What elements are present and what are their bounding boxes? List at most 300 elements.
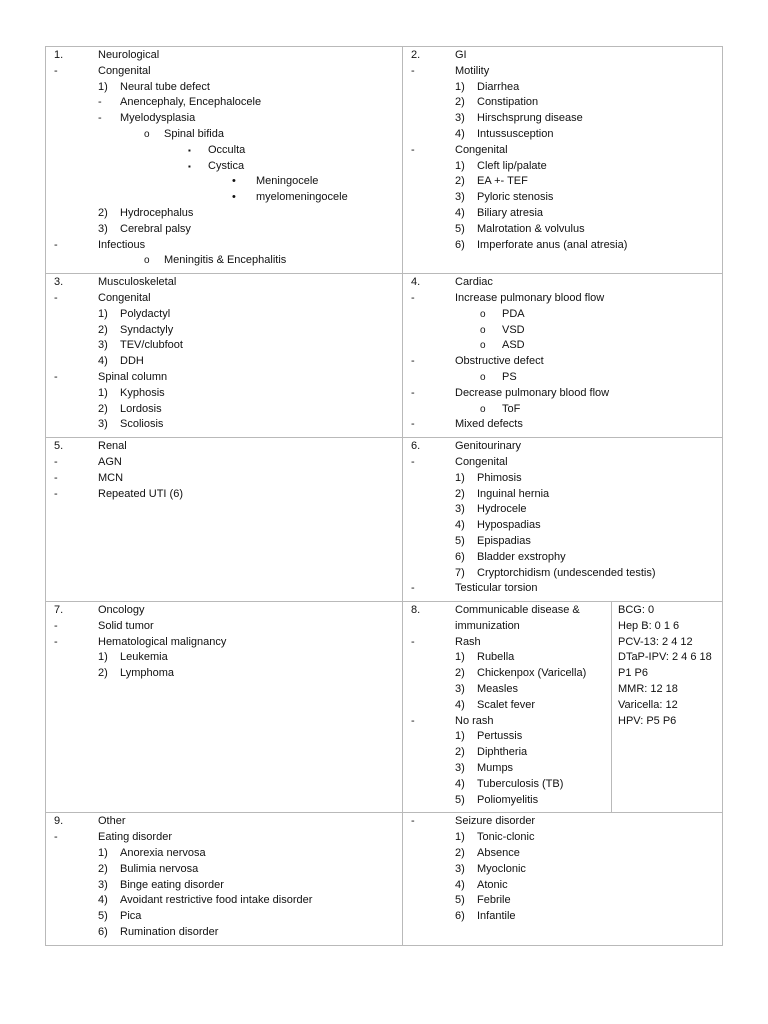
list-marker: 4) — [455, 777, 465, 790]
vaccine-item: MMR: 12 18 — [618, 683, 678, 696]
list-item-text: Malrotation & volvulus — [477, 222, 585, 235]
vaccine-item: P1 P6 — [618, 667, 648, 680]
list-item — [405, 682, 609, 698]
list-item-text: Anorexia nervosa — [120, 847, 206, 860]
list-marker: 1) — [98, 80, 108, 93]
list-item — [48, 206, 400, 222]
list-item-text: PS — [502, 370, 517, 383]
list-item — [405, 95, 720, 111]
list-marker: 2. — [411, 49, 421, 61]
list-item-text: EA +- TEF — [477, 175, 528, 188]
list-item-text: Inguinal hernia — [477, 487, 550, 500]
list-marker: 1) — [455, 80, 465, 93]
list-item — [48, 253, 400, 269]
list-item-text: Cryptorchidism (undescended testis) — [477, 566, 656, 579]
list-item — [48, 878, 400, 894]
table-row — [46, 438, 723, 602]
list-item — [405, 354, 720, 370]
list-item-text: Syndactyly — [120, 323, 174, 336]
list-item-text: Cleft lip/palate — [477, 159, 547, 172]
list-item-text: Mixed defects — [455, 418, 523, 431]
list-item-text: Meningitis & Encephalitis — [164, 254, 287, 267]
list-item-text: Binge eating disorder — [120, 878, 224, 891]
list-item — [48, 275, 400, 291]
list-item-text: No rash — [455, 714, 494, 727]
list-item-text: Oncology — [98, 604, 145, 617]
list-item-text: Other — [98, 815, 126, 828]
list-marker: 3) — [455, 862, 465, 875]
list-item — [405, 534, 720, 550]
list-item — [48, 338, 400, 354]
cell-oncology — [46, 602, 403, 813]
list-item-text: Musculoskeletal — [98, 276, 177, 289]
list-marker: 2) — [98, 667, 108, 680]
list-item-text: Congenital — [455, 455, 508, 468]
communicable-list — [403, 602, 612, 812]
list-item-text: immunization — [455, 619, 520, 632]
list-marker: - — [411, 714, 415, 727]
list-item-text: Hypospadias — [477, 519, 541, 532]
list-item — [405, 846, 720, 862]
list-marker: 2) — [98, 206, 108, 219]
list-item-text: Renal — [98, 440, 127, 453]
list-item — [405, 793, 609, 809]
list-item — [405, 143, 720, 159]
list-marker: 5) — [455, 222, 465, 235]
list-item — [405, 909, 720, 925]
list-item-text: ASD — [502, 339, 525, 352]
list-item-text: Communicable disease & — [455, 604, 580, 617]
cell-musculoskeletal — [46, 274, 403, 438]
list-item-text: Hydrocephalus — [120, 206, 194, 219]
list-item-text: Poliomyelitis — [477, 793, 539, 806]
list-item-text: PDA — [502, 307, 525, 320]
list-item — [405, 581, 720, 597]
list-item-text: Tonic-clonic — [477, 831, 535, 844]
list-item — [405, 471, 720, 487]
list-marker: 1) — [455, 730, 465, 743]
list-item-text: Absence — [477, 847, 520, 860]
list-item — [48, 95, 400, 111]
list-item — [48, 909, 400, 925]
list-item-text: AGN — [98, 455, 122, 468]
list-marker: - — [98, 96, 102, 109]
list-marker: 1) — [455, 831, 465, 844]
list-item — [405, 518, 720, 534]
cell-neurological — [46, 47, 403, 274]
list-item — [405, 238, 720, 254]
list-item — [405, 830, 720, 846]
list-item-text: Myelodysplasia — [120, 112, 196, 125]
list-item — [48, 439, 400, 455]
list-marker: 4) — [455, 878, 465, 891]
list-item — [48, 370, 400, 386]
list-item-text: Cystica — [208, 159, 245, 172]
list-marker: 7. — [54, 604, 64, 617]
table-row — [46, 813, 723, 945]
list-marker: 2) — [98, 402, 108, 415]
list-item — [48, 666, 400, 682]
list-marker: - — [54, 455, 58, 468]
list-item — [405, 206, 720, 222]
list-marker: - — [411, 291, 415, 304]
list-item-text: Imperforate anus (anal atresia) — [477, 238, 628, 251]
list-item — [48, 143, 400, 159]
list-marker: 1) — [455, 471, 465, 484]
list-item — [48, 830, 400, 846]
list-marker: 5. — [54, 440, 64, 453]
list-item-text: Hirschsprung disease — [477, 112, 583, 125]
list-item-text: Neurological — [98, 49, 160, 61]
list-item — [405, 80, 720, 96]
list-item-text: Lymphoma — [120, 667, 175, 680]
list-marker: 6. — [411, 440, 421, 453]
list-marker: - — [54, 64, 58, 77]
list-item — [405, 338, 720, 354]
list-marker: 1) — [98, 651, 108, 664]
list-marker: • — [232, 175, 236, 188]
list-item-text: Biliary atresia — [477, 206, 544, 219]
list-marker: - — [54, 238, 58, 251]
list-item — [48, 619, 400, 635]
list-item — [48, 291, 400, 307]
cell-other — [46, 813, 403, 945]
vaccine-item: HPV: P5 P6 — [618, 714, 677, 727]
list-item — [405, 745, 609, 761]
list-item — [405, 729, 609, 745]
list-item — [405, 190, 720, 206]
list-item-text: Neural tube defect — [120, 80, 210, 93]
list-marker: • — [232, 191, 236, 204]
list-marker: - — [411, 582, 415, 595]
list-item-text: GI — [455, 49, 467, 61]
list-item — [405, 323, 720, 339]
list-marker: 6) — [98, 926, 108, 939]
list-marker: 5) — [98, 910, 108, 923]
list-item — [405, 635, 609, 651]
list-item — [405, 111, 720, 127]
list-item — [48, 650, 400, 666]
list-item — [405, 402, 720, 418]
list-marker: 2) — [455, 667, 465, 680]
list-item-text: Avoidant restrictive food intake disorder — [120, 894, 313, 907]
list-item-text: Diarrhea — [477, 80, 520, 93]
list-marker: 3) — [455, 112, 465, 125]
list-item — [48, 307, 400, 323]
list-item — [405, 714, 609, 730]
list-marker: - — [54, 487, 58, 500]
list-marker: - — [411, 386, 415, 399]
list-item-text: Genitourinary — [455, 440, 522, 453]
list-item-text: Congenital — [455, 143, 508, 156]
list-item-text: Occulta — [208, 143, 246, 156]
list-item — [48, 471, 400, 487]
list-item-text: Eating disorder — [98, 831, 172, 844]
list-marker: - — [54, 619, 58, 632]
list-item-text: Tuberculosis (TB) — [477, 777, 564, 790]
list-item — [48, 64, 400, 80]
list-item-text: Pica — [120, 910, 142, 923]
list-marker: - — [54, 471, 58, 484]
list-item — [405, 619, 609, 635]
list-item — [48, 323, 400, 339]
list-marker: - — [411, 815, 415, 828]
list-marker: o — [480, 403, 486, 415]
list-marker: 3) — [455, 762, 465, 775]
list-item-text: Obstructive defect — [455, 355, 544, 368]
list-marker: 5) — [455, 793, 465, 806]
list-marker: 6) — [455, 238, 465, 251]
list-marker: 3) — [455, 683, 465, 696]
list-item — [405, 307, 720, 323]
list-item-text: Increase pulmonary blood flow — [455, 291, 605, 304]
list-marker: o — [480, 340, 486, 352]
list-item-text: Rumination disorder — [120, 926, 219, 939]
vaccine-item: Varicella: 12 — [618, 698, 678, 711]
list-item — [48, 417, 400, 433]
list-item — [48, 222, 400, 238]
list-item-text: Cardiac — [455, 276, 493, 289]
list-marker: 8. — [411, 604, 421, 617]
outline-table — [45, 46, 723, 946]
list-item — [48, 190, 400, 206]
list-marker: - — [54, 635, 58, 648]
list-item-text: Rubella — [477, 651, 515, 664]
list-item-text: Myoclonic — [477, 862, 526, 875]
cell-genitourinary — [403, 438, 723, 602]
list-item — [48, 402, 400, 418]
table-row — [46, 274, 723, 438]
list-item — [48, 174, 400, 190]
list-item-text: Anencephaly, Encephalocele — [120, 96, 262, 109]
list-item — [48, 48, 400, 64]
table-row — [46, 602, 723, 813]
list-marker: - — [411, 635, 415, 648]
list-marker: 4) — [455, 698, 465, 711]
cell-renal — [46, 438, 403, 602]
list-marker: 4) — [98, 355, 108, 368]
list-item — [405, 222, 720, 238]
list-item — [405, 698, 609, 714]
list-marker: 2) — [98, 862, 108, 875]
list-item-text: Mumps — [477, 762, 514, 775]
list-item-text: Rash — [455, 635, 481, 648]
list-item — [405, 159, 720, 175]
list-item — [405, 603, 609, 619]
list-item — [48, 80, 400, 96]
list-item-text: Decrease pulmonary blood flow — [455, 386, 610, 399]
vaccine-item: Hep B: 0 1 6 — [618, 619, 680, 632]
list-marker: 3) — [98, 339, 108, 352]
list-marker: o — [480, 308, 486, 320]
list-item-text: myelomeningocele — [256, 191, 348, 204]
list-item-text: Pyloric stenosis — [477, 191, 554, 204]
list-item — [405, 666, 609, 682]
list-marker: - — [98, 112, 102, 125]
list-item-text: Infantile — [477, 910, 516, 923]
vaccine-item: PCV-13: 2 4 12 — [618, 635, 693, 648]
list-item-text: Diphtheria — [477, 746, 528, 759]
list-item-text: Hematological malignancy — [98, 635, 227, 648]
list-marker: o — [480, 371, 486, 383]
list-item-text: Bladder exstrophy — [477, 550, 566, 563]
list-item — [405, 386, 720, 402]
list-item-text: TEV/clubfoot — [120, 339, 183, 352]
list-marker: 3) — [98, 878, 108, 891]
list-marker: 3) — [98, 222, 108, 235]
list-item — [405, 48, 720, 64]
list-item-text: Constipation — [477, 96, 539, 109]
list-item-text: Meningocele — [256, 175, 319, 188]
list-item-text: Hydrocele — [477, 503, 527, 516]
list-item-text: Scoliosis — [120, 418, 164, 431]
list-marker: 1) — [98, 847, 108, 860]
list-item-text: Solid tumor — [98, 619, 154, 632]
list-item — [405, 566, 720, 582]
list-item — [405, 502, 720, 518]
list-item — [405, 370, 720, 386]
list-item — [48, 386, 400, 402]
list-item-text: DDH — [120, 355, 144, 368]
list-marker: 2) — [455, 175, 465, 188]
list-item — [405, 777, 609, 793]
list-marker: 1) — [455, 651, 465, 664]
list-item-text: Scalet fever — [477, 698, 536, 711]
list-marker: 4) — [455, 127, 465, 140]
cell-communicable-disease — [403, 602, 723, 813]
list-item — [48, 354, 400, 370]
list-item — [405, 550, 720, 566]
list-marker: 1) — [98, 386, 108, 399]
list-item — [405, 275, 720, 291]
list-marker: 5) — [455, 894, 465, 907]
list-item — [48, 862, 400, 878]
list-item — [405, 455, 720, 471]
list-item-text: Febrile — [477, 894, 511, 907]
list-item-text: MCN — [98, 471, 124, 484]
list-item-text: Repeated UTI (6) — [98, 487, 183, 500]
list-item-text: Motility — [455, 64, 490, 77]
vaccine-item: DTaP-IPV: 2 4 6 18 — [618, 651, 712, 664]
list-marker: 3) — [98, 418, 108, 431]
list-item-text: Congenital — [98, 291, 151, 304]
list-marker: 2) — [98, 323, 108, 336]
list-marker: 6) — [455, 550, 465, 563]
list-marker: 2) — [455, 487, 465, 500]
list-marker: 3. — [54, 276, 64, 289]
vaccine-schedule — [612, 602, 723, 812]
list-marker: - — [411, 64, 415, 77]
list-item-text: Lordosis — [120, 402, 162, 415]
list-marker: 2) — [455, 96, 465, 109]
list-item — [48, 127, 400, 143]
list-item — [405, 650, 609, 666]
list-item — [48, 159, 400, 175]
list-item-text: Chickenpox (Varicella) — [477, 667, 587, 680]
list-item — [405, 893, 720, 909]
list-item-text: Spinal bifida — [164, 127, 224, 140]
list-item-text: Pertussis — [477, 730, 523, 743]
list-item-text: Infectious — [98, 238, 146, 251]
list-item — [405, 487, 720, 503]
list-item — [48, 455, 400, 471]
list-item-text: Kyphosis — [120, 386, 165, 399]
list-marker: o — [144, 128, 150, 140]
list-item-text: Polydactyl — [120, 307, 171, 320]
list-item — [48, 111, 400, 127]
list-item — [405, 439, 720, 455]
list-item — [405, 291, 720, 307]
cell-seizure — [403, 813, 723, 945]
list-marker: - — [411, 418, 415, 431]
list-marker: 3) — [455, 191, 465, 204]
list-marker: 4) — [455, 206, 465, 219]
cell-cardiac — [403, 274, 723, 438]
list-marker: 5) — [455, 534, 465, 547]
list-item-text: ToF — [502, 402, 521, 415]
list-item-text: Phimosis — [477, 471, 522, 484]
list-item — [405, 64, 720, 80]
list-item — [405, 761, 609, 777]
list-marker: o — [480, 324, 486, 336]
list-item — [48, 603, 400, 619]
list-item — [405, 878, 720, 894]
list-marker: 7) — [455, 566, 465, 579]
list-marker: 2) — [455, 847, 465, 860]
list-item-text: VSD — [502, 323, 525, 336]
list-item — [48, 893, 400, 909]
list-marker: ▪ — [188, 145, 191, 155]
table-row — [46, 47, 723, 274]
list-marker: ▪ — [188, 161, 191, 171]
list-marker: 9. — [54, 815, 64, 828]
vaccine-item: BCG: 0 — [618, 604, 655, 617]
list-marker: 2) — [455, 746, 465, 759]
list-marker: 1) — [455, 159, 465, 172]
list-item-text: Seizure disorder — [455, 815, 536, 828]
list-marker: - — [411, 355, 415, 368]
cell-gi — [403, 47, 723, 274]
list-marker: 6) — [455, 910, 465, 923]
list-item-text: Testicular torsion — [455, 582, 538, 595]
list-item-text: Congenital — [98, 64, 151, 77]
list-item-text: Intussusception — [477, 127, 554, 140]
list-marker: o — [144, 255, 150, 267]
list-item-text: Atonic — [477, 878, 508, 891]
list-item — [405, 127, 720, 143]
list-item-text: Leukemia — [120, 651, 168, 664]
list-item — [405, 814, 720, 830]
list-marker: 1) — [98, 307, 108, 320]
list-item — [48, 487, 400, 503]
list-marker: - — [54, 291, 58, 304]
list-item — [405, 174, 720, 190]
list-marker: - — [54, 831, 58, 844]
list-marker: 1. — [54, 49, 64, 61]
list-item — [48, 846, 400, 862]
list-item — [48, 814, 400, 830]
list-marker: - — [54, 370, 58, 383]
list-item — [48, 635, 400, 651]
list-item-text: Epispadias — [477, 534, 531, 547]
list-item-text: Spinal column — [98, 370, 168, 383]
list-marker: 3) — [455, 503, 465, 516]
list-marker: - — [411, 455, 415, 468]
list-item — [405, 417, 720, 433]
communicable-inner-table — [403, 602, 722, 812]
list-item-text: Bulimia nervosa — [120, 862, 199, 875]
list-marker: 4) — [455, 519, 465, 532]
